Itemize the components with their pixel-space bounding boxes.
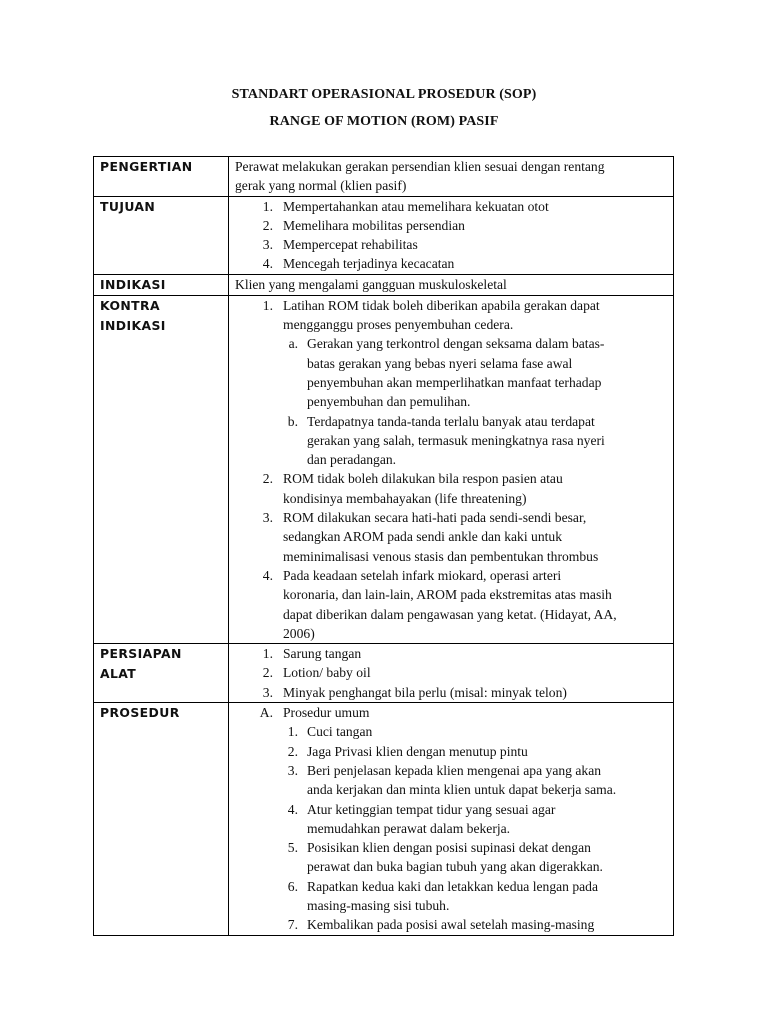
- item-text: Minyak penghangat bila perlu (misal: minyak telon): [283, 684, 567, 700]
- label-tujuan: [94, 196, 229, 274]
- item-text: Cuci tangan: [307, 724, 373, 740]
- sub-list-item: [235, 800, 669, 839]
- document-title: STANDART OPERASIONAL PROSEDUR (SOP): [231, 87, 537, 102]
- sub-list-item: [235, 915, 669, 934]
- item-text: [307, 838, 669, 877]
- row-pengertian: [94, 157, 674, 197]
- content-indikasi: [229, 274, 674, 295]
- item-line: anda kerjakan dan minta klien untuk dapat bekerja sama.: [307, 782, 617, 798]
- item-line: masing-masing sisi tubuh.: [307, 897, 450, 913]
- list-item: [235, 663, 669, 682]
- row-persiapan-alat: [94, 644, 674, 703]
- content-prosedur: [229, 703, 674, 936]
- item-line: dapat diberikan dalam pengawasan yang ketat. (Hidayat, AA,: [283, 606, 617, 622]
- item-line: perawat dan buka bagian tubuh yang akan digerakkan.: [307, 859, 603, 875]
- item-text: Mencegah terjadinya kecacatan: [283, 256, 455, 272]
- item-number: 6.: [287, 878, 298, 894]
- item-letter: b.: [287, 413, 298, 429]
- item-number: 2.: [262, 471, 273, 487]
- list-item: [235, 469, 669, 508]
- item-line: batas gerakan yang bebas nyeri selama fase awal: [307, 355, 573, 371]
- item-number: 3.: [262, 684, 273, 700]
- item-line: Gerakan yang terkontrol dengan seksama dalam batas-: [307, 336, 605, 352]
- label-text: PROSEDUR: [100, 705, 180, 721]
- row-tujuan: [94, 196, 674, 274]
- label-text: PERSIAPAN: [100, 646, 182, 662]
- sub-list-item: [235, 722, 669, 741]
- text-line: Perawat melakukan gerakan persendian klien sesuai dengan rentang: [235, 159, 605, 174]
- item-text: [283, 296, 669, 335]
- item-number: 3.: [262, 237, 273, 253]
- text-line: gerak yang normal (klien pasif): [235, 178, 407, 194]
- item-line: Beri penjelasan kepada klien mengenai apa yang akan: [307, 762, 602, 778]
- label-prosedur: [94, 703, 229, 936]
- label-text: TUJUAN: [100, 198, 156, 214]
- item-text: Memelihara mobilitas persendian: [283, 217, 465, 233]
- item-line: Terdapatnya tanda-tanda terlalu banyak atau terdapat: [307, 413, 595, 429]
- item-letter: a.: [288, 336, 298, 352]
- list-item: [235, 644, 669, 663]
- list-item: [235, 683, 669, 702]
- content-persiapan-alat: [229, 644, 674, 703]
- text-line: Klien yang mengalami gangguan muskuloskeletal: [235, 276, 507, 292]
- item-text: Sarung tangan: [283, 646, 362, 662]
- item-number: 4.: [262, 567, 273, 583]
- item-line: Latihan ROM tidak boleh diberikan apabila gerakan dapat: [283, 297, 600, 313]
- item-line: 2006): [283, 625, 315, 641]
- list-item: [235, 197, 669, 216]
- sub-list-item: [235, 761, 669, 800]
- label-indikasi: [94, 274, 229, 295]
- list-item: [235, 216, 669, 235]
- title-block: [0, 86, 768, 131]
- item-number: 2.: [287, 743, 298, 759]
- sub-list-item: [235, 877, 669, 916]
- item-text: Jaga Privasi klien dengan menutup pintu: [307, 743, 528, 759]
- sop-table: [93, 156, 674, 936]
- item-line: mengganggu proses penyembuhan cedera.: [283, 317, 514, 333]
- section-heading: [235, 703, 669, 722]
- item-text: Mempercepat rehabilitas: [283, 237, 418, 253]
- item-text: [283, 469, 669, 508]
- section-text: Prosedur umum: [283, 705, 370, 721]
- item-line: penyembuhan dan pemulihan.: [307, 394, 471, 410]
- item-line: penyembuhan akan memperlihatkan manfaat terhadap: [307, 374, 602, 390]
- list-item: [235, 235, 669, 254]
- label-text: ALAT: [100, 666, 137, 682]
- item-text: [283, 566, 669, 643]
- item-text: [283, 508, 669, 566]
- item-text: [307, 877, 669, 916]
- item-text: [307, 412, 669, 470]
- item-text: Lotion/ baby oil: [283, 665, 371, 681]
- list-item: [235, 508, 669, 566]
- item-text: [307, 800, 669, 839]
- item-text: [307, 761, 669, 800]
- item-number: 1.: [262, 198, 273, 214]
- row-prosedur: [94, 703, 674, 936]
- label-text: INDIKASI: [100, 276, 166, 292]
- item-number: 4.: [262, 256, 273, 272]
- item-line: ROM dilakukan secara hati-hati pada sendi-sendi besar,: [283, 510, 587, 526]
- label-pengertian: [94, 157, 229, 197]
- list-item: [235, 296, 669, 335]
- item-line: sedangkan AROM pada sendi ankle dan kaki untuk: [283, 529, 562, 545]
- sub-list-item: [235, 742, 669, 761]
- item-text: Mempertahankan atau memelihara kekuatan otot: [283, 198, 549, 214]
- item-line: meminimalisasi venous stasis dan pembentukan thrombus: [283, 548, 599, 564]
- document-subtitle: RANGE OF MOTION (ROM) PASIF: [269, 114, 499, 129]
- item-line: ROM tidak boleh dilakukan bila respon pasien atau: [283, 471, 563, 487]
- list-item: [235, 566, 669, 643]
- row-kontra-indikasi: [94, 295, 674, 643]
- item-line: gerakan yang salah, termasuk meningkatnya rasa nyeri: [307, 432, 605, 448]
- label-text: KONTRA: [100, 297, 160, 313]
- item-text: Kembalikan pada posisi awal setelah masing-masing: [307, 917, 595, 933]
- item-number: 1.: [287, 724, 298, 740]
- content-tujuan: [229, 196, 674, 274]
- item-line: kondisinya membahayakan (life threatening): [283, 490, 527, 506]
- item-line: dan peradangan.: [307, 452, 397, 468]
- label-text: INDIKASI: [100, 317, 166, 333]
- section-letter: A.: [259, 705, 273, 721]
- item-line: Atur ketinggian tempat tidur yang sesuai agar: [307, 801, 556, 817]
- item-number: 7.: [287, 917, 298, 933]
- item-number: 1.: [262, 297, 273, 313]
- label-persiapan-alat: [94, 644, 229, 703]
- content-kontra-indikasi: [229, 295, 674, 643]
- row-indikasi: [94, 274, 674, 295]
- item-number: 2.: [262, 665, 273, 681]
- sub-list-item: [235, 412, 669, 470]
- list-item: [235, 254, 669, 273]
- item-number: 2.: [262, 217, 273, 233]
- item-number: 1.: [262, 646, 273, 662]
- sub-list-item: [235, 838, 669, 877]
- item-line: Pada keadaan setelah infark miokard, operasi arteri: [283, 567, 562, 583]
- label-text: PENGERTIAN: [100, 159, 193, 174]
- item-line: Rapatkan kedua kaki dan letakkan kedua lengan pada: [307, 878, 599, 894]
- item-number: 3.: [287, 762, 298, 778]
- item-line: memudahkan perawat dalam bekerja.: [307, 820, 511, 836]
- label-kontra-indikasi: [94, 295, 229, 643]
- item-number: 4.: [287, 801, 298, 817]
- item-number: 3.: [262, 510, 273, 526]
- sub-list-item: [235, 334, 669, 411]
- item-line: Posisikan klien dengan posisi supinasi dekat dengan: [307, 840, 591, 856]
- item-text: [307, 334, 669, 411]
- item-number: 5.: [287, 840, 298, 856]
- content-pengertian: [229, 157, 674, 197]
- item-line: koronaria, dan lain-lain, AROM pada ekstremitas atas masih: [283, 587, 612, 603]
